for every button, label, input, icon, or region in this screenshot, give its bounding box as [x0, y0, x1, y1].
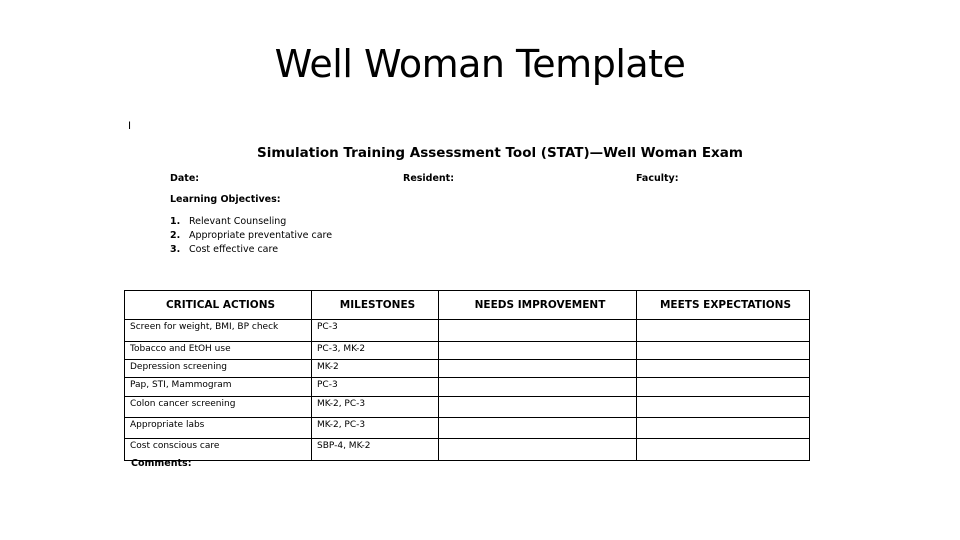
needs-improvement-cell[interactable]	[439, 320, 637, 342]
needs-improvement-cell[interactable]	[439, 360, 637, 378]
critical-action-cell: Depression screening	[125, 360, 312, 378]
header-meets-expectations: MEETS EXPECTATIONS	[637, 291, 810, 320]
slide-title: Well Woman Template	[274, 42, 686, 86]
needs-improvement-cell[interactable]	[439, 378, 637, 397]
critical-action-cell: Cost conscious care	[125, 439, 312, 461]
header-needs-improvement: NEEDS IMPROVEMENT	[439, 291, 637, 320]
stray-marker: I	[128, 120, 132, 132]
meets-expectations-cell[interactable]	[637, 342, 810, 360]
table-row	[125, 342, 810, 360]
milestone-cell: MK-2, PC-3	[312, 397, 439, 418]
critical-action-cell: Screen for weight, BMI, BP check	[125, 320, 312, 342]
date-label: Date:	[170, 173, 200, 184]
comments-label: Comments:	[131, 458, 192, 469]
milestone-cell: MK-2	[312, 360, 439, 378]
milestone-cell: PC-3	[312, 320, 439, 342]
needs-improvement-cell[interactable]	[439, 418, 637, 439]
meets-expectations-cell[interactable]	[637, 378, 810, 397]
table-row	[125, 418, 810, 439]
meets-expectations-cell[interactable]	[637, 360, 810, 378]
table-row	[125, 439, 810, 461]
critical-action-cell: Tobacco and EtOH use	[125, 342, 312, 360]
needs-improvement-cell[interactable]	[439, 397, 637, 418]
critical-action-cell: Colon cancer screening	[125, 397, 312, 418]
table-row	[125, 320, 810, 342]
meets-expectations-cell[interactable]	[637, 418, 810, 439]
milestone-cell: PC-3, MK-2	[312, 342, 439, 360]
table-row	[125, 360, 810, 378]
milestone-cell: MK-2, PC-3	[312, 418, 439, 439]
learning-objectives-heading: Learning Objectives:	[170, 194, 281, 205]
table-row	[125, 378, 810, 397]
critical-action-cell: Appropriate labs	[125, 418, 312, 439]
table-row	[125, 397, 810, 418]
objective-item: 1. Relevant Counseling	[170, 216, 287, 227]
milestone-cell: PC-3	[312, 378, 439, 397]
header-critical-actions: CRITICAL ACTIONS	[125, 291, 312, 320]
faculty-label: Faculty:	[636, 173, 679, 184]
document-title: Simulation Training Assessment Tool (STAT)—Well Woman Exam	[257, 145, 743, 161]
meets-expectations-cell[interactable]	[637, 439, 810, 461]
header-milestones: MILESTONES	[312, 291, 439, 320]
learning-objectives-list	[170, 215, 332, 257]
assessment-table	[124, 290, 810, 461]
needs-improvement-cell[interactable]	[439, 342, 637, 360]
critical-action-cell: Pap, STI, Mammogram	[125, 378, 312, 397]
meets-expectations-cell[interactable]	[637, 320, 810, 342]
needs-improvement-cell[interactable]	[439, 439, 637, 461]
table-header-row	[125, 291, 810, 320]
resident-label: Resident:	[403, 173, 455, 184]
milestone-cell: SBP-4, MK-2	[312, 439, 439, 461]
objective-item: 3. Cost effective care	[170, 244, 279, 255]
meets-expectations-cell[interactable]	[637, 397, 810, 418]
objective-item: 2. Appropriate preventative care	[170, 230, 333, 241]
